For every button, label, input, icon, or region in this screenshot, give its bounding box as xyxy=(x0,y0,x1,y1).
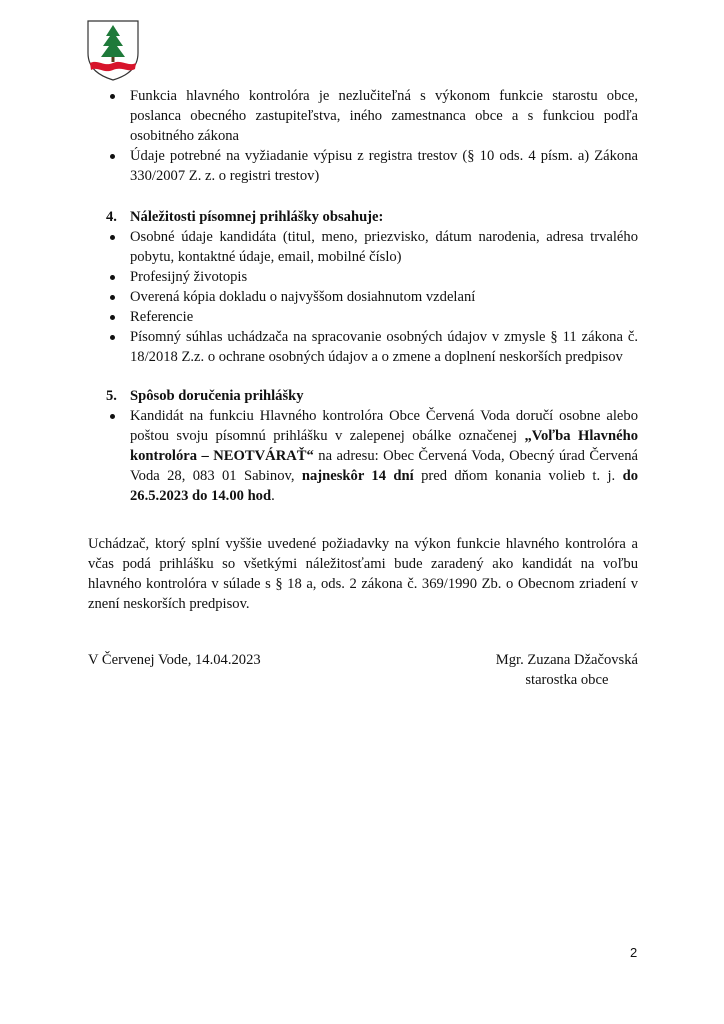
section-title: Náležitosti písomnej prihlášky obsahuje: xyxy=(130,209,384,225)
delivery-method-list xyxy=(88,406,638,506)
eligibility-bullet-list xyxy=(88,86,638,186)
envelope-label: „Voľba Hlavného kontrolóra – NEOTVÁRAŤ“ xyxy=(130,428,638,464)
deadline-date: do 26.5.2023 do 14.00 hod xyxy=(130,468,638,504)
list-item: Overená kópia dokladu o najvyššom dosiahnutom vzdelaní xyxy=(88,287,638,307)
list-item: Referencie xyxy=(88,307,638,327)
list-item: Písomný súhlas uchádzača na spracovanie osobných údajov v zmysle § 11 zákona č. 18/2018 Z.z. o ochrane osobných údajov a o zmene a doplnení neskorších predpisov xyxy=(88,327,638,367)
list-item: Údaje potrebné na vyžiadanie výpisu z registra trestov (§ 10 ods. 4 písm. a) Zákona 330/2007 Z. z. o registri trestov) xyxy=(88,146,638,186)
section-title: Spôsob doručenia prihlášky xyxy=(130,388,304,404)
municipal-coat-of-arms xyxy=(86,19,140,81)
closing-paragraph: Uchádzač, ktorý splní vyššie uvedené požiadavky na výkon funkcie hlavného kontrolóra a včas podá prihlášku so všetkými náležitosťami bude zaradený ako kandidát na voľbu hlavného kontrolóra v súlade s § 18 a, ods. 2 zákona č. 369/1990 Zb. o Obecnom zriadení v znení neskorších predpisov. xyxy=(88,536,638,612)
place-and-date: V Červenej Vode, 14.04.2023 xyxy=(88,652,261,668)
list-item: Funkcia hlavného kontrolóra je nezlučiteľná s výkonom funkcie starostu obce, poslanca obecného zastupiteľstva, iného zamestnanca obce a s funkciou podľa osobitného zákona xyxy=(88,86,638,146)
delivery-text-4: . xyxy=(271,488,275,504)
list-item: Osobné údaje kandidáta (titul, meno, priezvisko, dátum narodenia, adresa trvalého pobytu, kontaktné údaje, email, mobilné číslo) xyxy=(88,227,638,267)
delivery-text-3: pred dňom konania volieb t. j. xyxy=(413,468,623,484)
delivery-text-2: na adresu: Obec Červená Voda, Obecný úrad Červená Voda 28, 083 01 Sabinov, xyxy=(130,448,638,484)
delivery-text-1: Kandidát na funkciu Hlavného kontrolóra Obce Červená Voda doručí osobne alebo poštou svoju písomnú prihlášku v zalepenej obálke označenej xyxy=(130,408,638,444)
page-number: 2 xyxy=(630,945,638,960)
section-5-heading xyxy=(88,386,638,406)
signatory-role: starostka obce xyxy=(525,672,609,688)
application-contents-list xyxy=(88,227,638,367)
signatory-name: Mgr. Zuzana Džačovská xyxy=(495,652,638,668)
deadline-days: najneskôr 14 dní xyxy=(301,468,414,484)
list-item xyxy=(88,406,638,506)
section-number: 5. xyxy=(106,388,117,404)
document-body xyxy=(88,86,638,690)
section-4-heading xyxy=(88,207,638,227)
section-number: 4. xyxy=(106,209,117,225)
signature-block xyxy=(88,650,638,690)
list-item: Profesijný životopis xyxy=(88,267,638,287)
signatory xyxy=(496,650,638,690)
